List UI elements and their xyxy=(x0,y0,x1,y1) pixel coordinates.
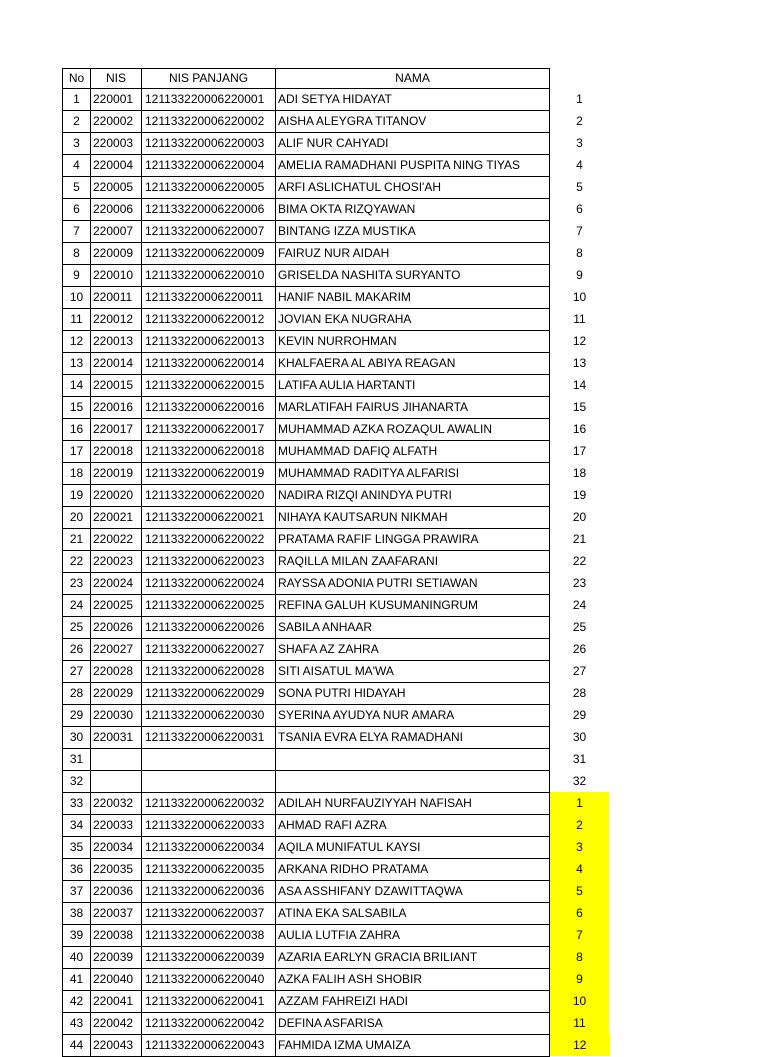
cell-nis-panjang[interactable]: 121133220006220013 xyxy=(142,330,276,352)
cell-sequence-number[interactable]: 6 xyxy=(576,202,583,216)
cell-nama[interactable]: SITI AISATUL MA'WA xyxy=(276,660,550,682)
cell-nis[interactable]: 220016 xyxy=(91,396,142,418)
cell-sequence-number[interactable]: 26 xyxy=(572,642,587,656)
cell-nis-panjang[interactable]: 121133220006220010 xyxy=(142,264,276,286)
table-row xyxy=(63,506,610,528)
cell-nis-panjang[interactable]: 121133220006220022 xyxy=(142,528,276,550)
cell-no[interactable]: 25 xyxy=(63,616,91,638)
cell-nis[interactable]: 220035 xyxy=(91,858,142,880)
cell-nis[interactable]: 220028 xyxy=(91,660,142,682)
cell-nis[interactable]: 220032 xyxy=(91,792,142,814)
cell-no[interactable]: 35 xyxy=(63,836,91,858)
cell-nis-panjang[interactable]: 121133220006220017 xyxy=(142,418,276,440)
table-row xyxy=(63,638,610,660)
cell-no[interactable]: 15 xyxy=(63,396,91,418)
cell-nis-panjang[interactable] xyxy=(142,748,276,770)
table-row xyxy=(63,616,610,638)
table-row xyxy=(63,176,610,198)
cell-nis-panjang[interactable] xyxy=(142,770,276,792)
cell-nis-panjang[interactable]: 121133220006220041 xyxy=(142,990,276,1012)
cell-nis-panjang[interactable]: 121133220006220030 xyxy=(142,704,276,726)
cell-no[interactable]: 19 xyxy=(63,484,91,506)
cell-sequence-number[interactable]: 10 xyxy=(572,290,587,304)
cell-nama[interactable]: SABILA ANHAAR xyxy=(276,616,550,638)
cell-nis[interactable]: 220005 xyxy=(91,176,142,198)
cell-nama[interactable]: MUHAMMAD RADITYA ALFARISI xyxy=(276,462,550,484)
cell-no[interactable]: 42 xyxy=(63,990,91,1012)
table-row xyxy=(63,924,610,946)
cell-no[interactable]: 4 xyxy=(63,154,91,176)
cell-nis-panjang[interactable]: 121133220006220021 xyxy=(142,506,276,528)
cell-nama[interactable]: ARKANA RIDHO PRATAMA xyxy=(276,858,550,880)
cell-nis-panjang[interactable]: 121133220006220028 xyxy=(142,660,276,682)
cell-no[interactable]: 17 xyxy=(63,440,91,462)
cell-nis-panjang[interactable]: 121133220006220020 xyxy=(142,484,276,506)
cell-no[interactable]: 22 xyxy=(63,550,91,572)
cell-nama[interactable]: TSANIA EVRA ELYA RAMADHANI xyxy=(276,726,550,748)
cell-sequence-number[interactable]: 7 xyxy=(550,924,610,946)
cell-no[interactable]: 32 xyxy=(63,770,91,792)
cell-no[interactable]: 34 xyxy=(63,814,91,836)
cell-sequence-number[interactable]: 11 xyxy=(573,312,586,326)
table-row xyxy=(63,594,610,616)
cell-nis[interactable]: 220026 xyxy=(91,616,142,638)
cell-sequence-number[interactable]: 8 xyxy=(550,946,610,968)
cell-nama[interactable]: AULIA LUTFIA ZAHRA xyxy=(276,924,550,946)
header-nis: NIS xyxy=(91,69,142,89)
table-row xyxy=(63,88,610,110)
cell-sequence-number[interactable]: 2 xyxy=(576,114,583,128)
table-row xyxy=(63,748,610,770)
cell-nis-panjang[interactable]: 121133220006220032 xyxy=(142,792,276,814)
cell-sequence-number[interactable]: 24 xyxy=(572,598,587,612)
cell-nis[interactable]: 220023 xyxy=(91,550,142,572)
cell-no[interactable]: 20 xyxy=(63,506,91,528)
cell-sequence-number[interactable]: 12 xyxy=(550,1034,610,1056)
cell-no[interactable]: 28 xyxy=(63,682,91,704)
table-row xyxy=(63,220,610,242)
cell-nama[interactable]: FAIRUZ NUR AIDAH xyxy=(276,242,550,264)
cell-nis-panjang[interactable]: 121133220006220005 xyxy=(142,176,276,198)
cell-sequence-number[interactable]: 27 xyxy=(572,664,587,678)
table-row xyxy=(63,440,610,462)
cell-nis[interactable]: 220019 xyxy=(91,462,142,484)
table-row xyxy=(63,770,610,792)
cell-nama[interactable]: PRATAMA RAFIF LINGGA PRAWIRA xyxy=(276,528,550,550)
table-row xyxy=(63,528,610,550)
cell-no[interactable]: 36 xyxy=(63,858,91,880)
cell-nama[interactable]: ADILAH NURFAUZIYYAH NAFISAH xyxy=(276,792,550,814)
cell-nis[interactable]: 220017 xyxy=(91,418,142,440)
cell-sequence-number[interactable]: 10 xyxy=(550,990,610,1012)
cell-sequence-number[interactable]: 4 xyxy=(550,858,610,880)
cell-no[interactable]: 16 xyxy=(63,418,91,440)
header-no: No xyxy=(63,69,91,89)
table-row xyxy=(63,418,610,440)
cell-nama[interactable]: AISHA ALEYGRA TITANOV xyxy=(276,110,550,132)
cell-sequence-number[interactable]: 31 xyxy=(572,752,587,766)
cell-no[interactable]: 38 xyxy=(63,902,91,924)
cell-nis[interactable]: 220043 xyxy=(91,1034,142,1056)
cell-sequence-number[interactable]: 7 xyxy=(576,224,583,238)
cell-nis[interactable]: 220041 xyxy=(91,990,142,1012)
cell-nis-panjang[interactable]: 121133220006220019 xyxy=(142,462,276,484)
header-row xyxy=(63,69,610,89)
cell-nis-panjang[interactable]: 121133220006220012 xyxy=(142,308,276,330)
cell-nis[interactable]: 220020 xyxy=(91,484,142,506)
cell-no[interactable]: 7 xyxy=(63,220,91,242)
cell-nama[interactable]: ARFI ASLICHATUL CHOSI'AH xyxy=(276,176,550,198)
cell-sequence-number[interactable]: 14 xyxy=(572,378,587,392)
table-row xyxy=(63,946,610,968)
cell-no[interactable]: 31 xyxy=(63,748,91,770)
cell-nama[interactable]: AZZAM FAHREIZI HADI xyxy=(276,990,550,1012)
cell-nis-panjang[interactable]: 121133220006220042 xyxy=(142,1012,276,1034)
cell-nama[interactable]: SHAFA AZ ZAHRA xyxy=(276,638,550,660)
table-row xyxy=(63,836,610,858)
cell-sequence-number[interactable]: 30 xyxy=(572,730,587,744)
table-row xyxy=(63,704,610,726)
table-row xyxy=(63,1012,610,1034)
cell-no[interactable]: 27 xyxy=(63,660,91,682)
table-row xyxy=(63,968,610,990)
cell-nis-panjang[interactable]: 121133220006220015 xyxy=(142,374,276,396)
cell-sequence-number[interactable]: 5 xyxy=(550,880,610,902)
cell-nis-panjang[interactable]: 121133220006220026 xyxy=(142,616,276,638)
cell-sequence-number[interactable]: 17 xyxy=(572,444,587,458)
table-row xyxy=(63,660,610,682)
cell-nama[interactable]: AQILA MUNIFATUL KAYSI xyxy=(276,836,550,858)
cell-nama[interactable]: KHALFAERA AL ABIYA REAGAN xyxy=(276,352,550,374)
student-table xyxy=(62,68,610,1057)
cell-nama[interactable]: RAYSSA ADONIA PUTRI SETIAWAN xyxy=(276,572,550,594)
cell-nama[interactable]: BIMA OKTA RIZQYAWAN xyxy=(276,198,550,220)
cell-nis[interactable]: 220014 xyxy=(91,352,142,374)
cell-sequence-number[interactable]: 1 xyxy=(576,92,583,106)
table-row xyxy=(63,264,610,286)
table-row xyxy=(63,550,610,572)
cell-nis[interactable]: 220011 xyxy=(91,286,142,308)
cell-sequence-number[interactable]: 12 xyxy=(572,334,587,348)
cell-no[interactable]: 33 xyxy=(63,792,91,814)
cell-nis[interactable]: 220009 xyxy=(91,242,142,264)
table-row xyxy=(63,132,610,154)
cell-nis-panjang[interactable]: 121133220006220039 xyxy=(142,946,276,968)
table-row xyxy=(63,374,610,396)
cell-sequence-number[interactable]: 32 xyxy=(572,774,587,788)
cell-no[interactable]: 43 xyxy=(63,1012,91,1034)
table-row xyxy=(63,990,610,1012)
cell-no[interactable]: 9 xyxy=(63,264,91,286)
cell-nis[interactable]: 220024 xyxy=(91,572,142,594)
cell-nis[interactable]: 220010 xyxy=(91,264,142,286)
cell-nis[interactable]: 220029 xyxy=(91,682,142,704)
table-row xyxy=(63,858,610,880)
cell-nama[interactable]: ASA ASSHIFANY DZAWITTAQWA xyxy=(276,880,550,902)
cell-sequence-number[interactable]: 2 xyxy=(550,814,610,836)
cell-sequence-number[interactable]: 23 xyxy=(572,576,587,590)
cell-nis[interactable]: 220042 xyxy=(91,1012,142,1034)
cell-no[interactable]: 14 xyxy=(63,374,91,396)
cell-nis[interactable]: 220012 xyxy=(91,308,142,330)
cell-nama[interactable]: ALIF NUR CAHYADI xyxy=(276,132,550,154)
cell-no[interactable]: 18 xyxy=(63,462,91,484)
cell-nis[interactable] xyxy=(91,748,142,770)
cell-no[interactable]: 11 xyxy=(63,308,91,330)
cell-no[interactable]: 6 xyxy=(63,198,91,220)
table-row xyxy=(63,484,610,506)
table-row xyxy=(63,242,610,264)
cell-nis[interactable]: 220037 xyxy=(91,902,142,924)
cell-sequence-number[interactable]: 13 xyxy=(572,356,587,370)
cell-nama[interactable]: MUHAMMAD DAFIQ ALFATH xyxy=(276,440,550,462)
cell-sequence-number[interactable]: 3 xyxy=(576,136,583,150)
cell-nis[interactable] xyxy=(91,770,142,792)
cell-nis-panjang[interactable]: 121133220006220025 xyxy=(142,594,276,616)
cell-no[interactable]: 2 xyxy=(63,110,91,132)
cell-sequence-number[interactable]: 9 xyxy=(576,268,583,282)
cell-nis[interactable]: 220033 xyxy=(91,814,142,836)
cell-no[interactable]: 3 xyxy=(63,132,91,154)
table-row xyxy=(63,462,610,484)
cell-nama[interactable]: AZARIA EARLYN GRACIA BRILIANT xyxy=(276,946,550,968)
cell-no[interactable]: 10 xyxy=(63,286,91,308)
cell-nis[interactable]: 220021 xyxy=(91,506,142,528)
cell-sequence-number[interactable]: 18 xyxy=(572,466,587,480)
cell-sequence-number[interactable]: 3 xyxy=(550,836,610,858)
cell-no[interactable]: 23 xyxy=(63,572,91,594)
cell-nama[interactable]: BINTANG IZZA MUSTIKA xyxy=(276,220,550,242)
cell-nis[interactable]: 220003 xyxy=(91,132,142,154)
cell-nama[interactable]: FAHMIDA IZMA UMAIZA xyxy=(276,1034,550,1056)
cell-nis[interactable]: 220027 xyxy=(91,638,142,660)
table-row xyxy=(63,682,610,704)
cell-nis-panjang[interactable]: 121133220006220018 xyxy=(142,440,276,462)
cell-nama[interactable]: REFINA GALUH KUSUMANINGRUM xyxy=(276,594,550,616)
cell-nis[interactable]: 220001 xyxy=(91,88,142,110)
cell-nis-panjang[interactable]: 121133220006220029 xyxy=(142,682,276,704)
header-nis-panjang: NIS PANJANG xyxy=(142,69,276,89)
header-spacer xyxy=(550,69,610,89)
cell-sequence-number[interactable]: 22 xyxy=(572,554,587,568)
table-row xyxy=(63,154,610,176)
cell-nis[interactable]: 220040 xyxy=(91,968,142,990)
table-row xyxy=(63,572,610,594)
cell-sequence-number[interactable]: 11 xyxy=(550,1012,610,1034)
cell-nama[interactable]: ATINA EKA SALSABILA xyxy=(276,902,550,924)
cell-no[interactable]: 12 xyxy=(63,330,91,352)
header-nama: NAMA xyxy=(276,69,550,89)
cell-no[interactable]: 37 xyxy=(63,880,91,902)
cell-no[interactable]: 41 xyxy=(63,968,91,990)
cell-nama[interactable]: DEFINA ASFARISA xyxy=(276,1012,550,1034)
cell-nama[interactable] xyxy=(276,770,550,792)
cell-nama[interactable]: ADI SETYA HIDAYAT xyxy=(276,88,550,110)
cell-nis[interactable]: 220025 xyxy=(91,594,142,616)
cell-nis[interactable]: 220006 xyxy=(91,198,142,220)
cell-nis[interactable]: 220004 xyxy=(91,154,142,176)
cell-nama[interactable]: HANIF NABIL MAKARIM xyxy=(276,286,550,308)
cell-sequence-number[interactable]: 25 xyxy=(572,620,587,634)
cell-nis-panjang[interactable]: 121133220006220011 xyxy=(142,286,276,308)
table-row xyxy=(63,1034,610,1056)
table-row xyxy=(63,814,610,836)
cell-nis-panjang[interactable]: 121133220006220001 xyxy=(142,88,276,110)
table-row xyxy=(63,110,610,132)
cell-nis-panjang[interactable]: 121133220006220038 xyxy=(142,924,276,946)
cell-sequence-number[interactable]: 19 xyxy=(572,488,587,502)
cell-nis-panjang[interactable]: 121133220006220034 xyxy=(142,836,276,858)
cell-nis-panjang[interactable]: 121133220006220031 xyxy=(142,726,276,748)
cell-sequence-number[interactable]: 4 xyxy=(576,158,583,172)
cell-nis[interactable]: 220038 xyxy=(91,924,142,946)
cell-nis[interactable]: 220039 xyxy=(91,946,142,968)
cell-nis-panjang[interactable]: 121133220006220004 xyxy=(142,154,276,176)
cell-nama[interactable]: JOVIAN EKA NUGRAHA xyxy=(276,308,550,330)
cell-nis-panjang[interactable]: 121133220006220023 xyxy=(142,550,276,572)
cell-sequence-number[interactable]: 20 xyxy=(572,510,587,524)
cell-sequence-number[interactable]: 6 xyxy=(550,902,610,924)
cell-nis-panjang[interactable]: 121133220006220016 xyxy=(142,396,276,418)
cell-nis[interactable]: 220030 xyxy=(91,704,142,726)
cell-sequence-number[interactable]: 16 xyxy=(572,422,587,436)
cell-nis[interactable]: 220034 xyxy=(91,836,142,858)
cell-nama[interactable]: NADIRA RIZQI ANINDYA PUTRI xyxy=(276,484,550,506)
cell-nis-panjang[interactable]: 121133220006220003 xyxy=(142,132,276,154)
table-row xyxy=(63,902,610,924)
cell-nama[interactable]: AHMAD RAFI AZRA xyxy=(276,814,550,836)
cell-nama[interactable]: NIHAYA KAUTSARUN NIKMAH xyxy=(276,506,550,528)
cell-nama[interactable]: KEVIN NURROHMAN xyxy=(276,330,550,352)
cell-sequence-number[interactable]: 15 xyxy=(572,400,587,414)
cell-nis-panjang[interactable]: 121133220006220027 xyxy=(142,638,276,660)
table-body xyxy=(63,88,610,1056)
cell-nama[interactable]: RAQILLA MILAN ZAAFARANI xyxy=(276,550,550,572)
cell-nis-panjang[interactable]: 121133220006220006 xyxy=(142,198,276,220)
cell-no[interactable]: 30 xyxy=(63,726,91,748)
table-row xyxy=(63,308,610,330)
cell-no[interactable]: 39 xyxy=(63,924,91,946)
cell-nama[interactable]: AMELIA RAMADHANI PUSPITA NING TIYAS xyxy=(276,154,550,176)
cell-nis[interactable]: 220002 xyxy=(91,110,142,132)
table-row xyxy=(63,396,610,418)
cell-no[interactable]: 26 xyxy=(63,638,91,660)
cell-nis-panjang[interactable]: 121133220006220037 xyxy=(142,902,276,924)
cell-nis[interactable]: 220013 xyxy=(91,330,142,352)
cell-sequence-number[interactable]: 29 xyxy=(572,708,587,722)
cell-nis-panjang[interactable]: 121133220006220035 xyxy=(142,858,276,880)
cell-nama[interactable]: SYERINA AYUDYA NUR AMARA xyxy=(276,704,550,726)
cell-sequence-number[interactable]: 5 xyxy=(576,180,583,194)
cell-nis-panjang[interactable]: 121133220006220014 xyxy=(142,352,276,374)
cell-nis[interactable]: 220018 xyxy=(91,440,142,462)
cell-nis-panjang[interactable]: 121133220006220007 xyxy=(142,220,276,242)
cell-no[interactable]: 24 xyxy=(63,594,91,616)
cell-sequence-number[interactable]: 21 xyxy=(572,532,587,546)
cell-no[interactable]: 5 xyxy=(63,176,91,198)
cell-nis-panjang[interactable]: 121133220006220040 xyxy=(142,968,276,990)
cell-no[interactable]: 44 xyxy=(63,1034,91,1056)
cell-nama[interactable]: MARLATIFAH FAIRUS JIHANARTA xyxy=(276,396,550,418)
cell-nis-panjang[interactable]: 121133220006220036 xyxy=(142,880,276,902)
cell-nama[interactable]: MUHAMMAD AZKA ROZAQUL AWALIN xyxy=(276,418,550,440)
cell-nis[interactable]: 220022 xyxy=(91,528,142,550)
cell-no[interactable]: 21 xyxy=(63,528,91,550)
cell-nama[interactable]: AZKA FALIH ASH SHOBIR xyxy=(276,968,550,990)
table-row xyxy=(63,792,610,814)
cell-nis[interactable]: 220036 xyxy=(91,880,142,902)
cell-no[interactable]: 29 xyxy=(63,704,91,726)
cell-sequence-number[interactable]: 8 xyxy=(576,246,583,260)
cell-nama[interactable] xyxy=(276,748,550,770)
cell-nama[interactable]: SONA PUTRI HIDAYAH xyxy=(276,682,550,704)
cell-nis-panjang[interactable]: 121133220006220033 xyxy=(142,814,276,836)
cell-no[interactable]: 1 xyxy=(63,88,91,110)
table-row xyxy=(63,286,610,308)
cell-nis-panjang[interactable]: 121133220006220043 xyxy=(142,1034,276,1056)
table-row xyxy=(63,726,610,748)
table-row xyxy=(63,198,610,220)
cell-nis-panjang[interactable]: 121133220006220024 xyxy=(142,572,276,594)
cell-nis-panjang[interactable]: 121133220006220009 xyxy=(142,242,276,264)
cell-no[interactable]: 8 xyxy=(63,242,91,264)
table-row xyxy=(63,330,610,352)
cell-sequence-number[interactable]: 9 xyxy=(550,968,610,990)
cell-nama[interactable]: LATIFA AULIA HARTANTI xyxy=(276,374,550,396)
cell-nis-panjang[interactable]: 121133220006220002 xyxy=(142,110,276,132)
cell-nis[interactable]: 220007 xyxy=(91,220,142,242)
table-row xyxy=(63,352,610,374)
cell-no[interactable]: 40 xyxy=(63,946,91,968)
table-row xyxy=(63,880,610,902)
cell-nis[interactable]: 220031 xyxy=(91,726,142,748)
cell-nama[interactable]: GRISELDA NASHITA SURYANTO xyxy=(276,264,550,286)
cell-nis[interactable]: 220015 xyxy=(91,374,142,396)
cell-no[interactable]: 13 xyxy=(63,352,91,374)
cell-sequence-number[interactable]: 28 xyxy=(572,686,587,700)
cell-sequence-number[interactable]: 1 xyxy=(550,792,610,814)
